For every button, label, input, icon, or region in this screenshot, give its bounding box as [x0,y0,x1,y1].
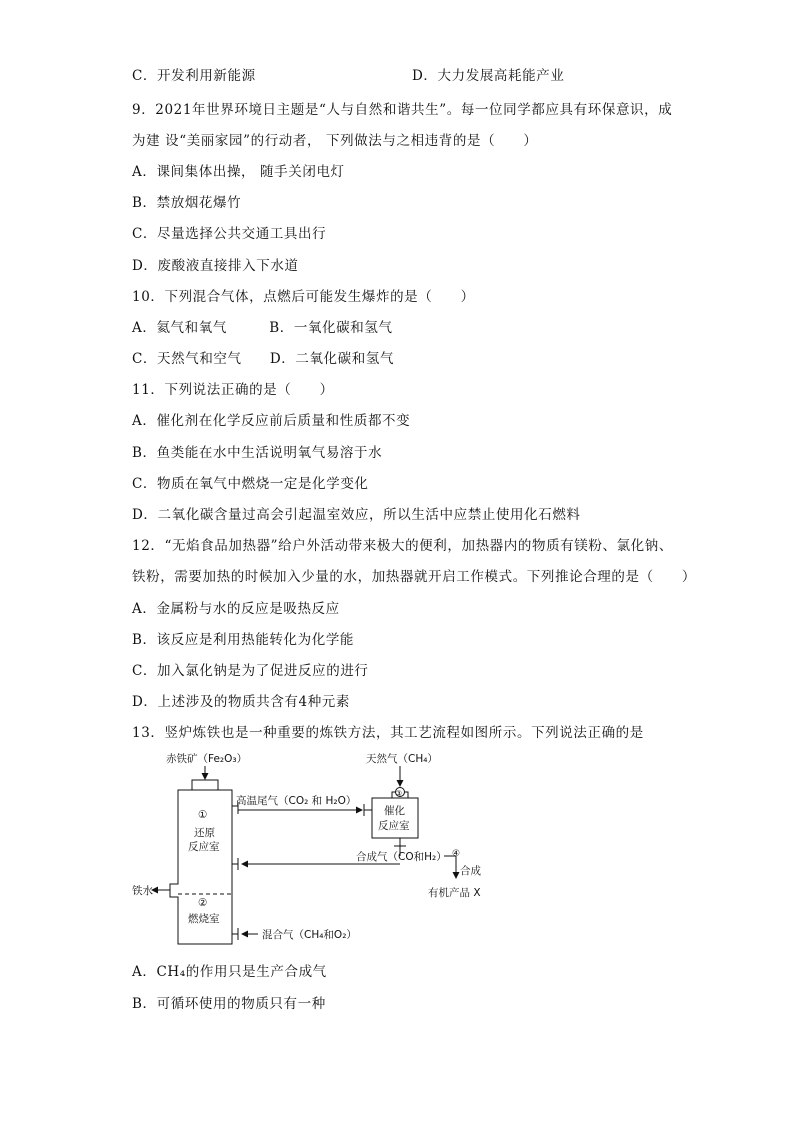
options-10-ab: A．氦气和氧气 B．一氧化碳和氢气 [132,320,393,336]
options-10-cd: C．天然气和空气 D．二氧化碳和氢气 [132,351,395,367]
catalytic-reactor-box [372,798,418,838]
label-catalyst-1: 催化 [384,805,405,817]
label-burn: 燃烧室 [188,913,220,925]
process-flow-diagram [130,752,490,952]
syngas-inlet-port [232,858,238,870]
label-reduce-2: 反应室 [188,841,220,853]
label-synth: 合成 [460,865,481,877]
option-11b: B．鱼类能在水中生活说明氧气易溶于水 [132,445,383,461]
label-exhaust: 高温尾气（CO₂ 和 H₂O） [236,795,357,807]
question-11-stem: 11．下列说法正确的是（ ） [132,382,334,398]
option-13a: A．CH₄的作用只是生产合成气 [132,964,327,980]
label-mixgas: 混合气（CH₄和O₂） [262,929,357,941]
option-11c: C．物质在氧气中燃烧一定是化学变化 [132,476,369,492]
option-11d: D．二氧化碳含量过高会引起温室效应，所以生活中应禁止使用化石燃料 [132,507,581,523]
catalyst-inlet [364,804,372,816]
label-iron: 铁水 [132,885,153,897]
question-13-stem: 13．竖炉炼铁也是一种重要的炼铁方法，其工艺流程如图所示。下列说法正确的是 [132,725,644,741]
label-circle-2: ② [198,897,208,909]
label-reduce-1: 还原 [194,827,215,839]
option-8d: D．大力发展高耗能产业 [412,68,565,84]
label-product: 有机产品 X [428,887,481,899]
label-circle-4: ④ [452,849,461,859]
label-circle-3: ③ [395,789,403,798]
question-12-stem-1: 12．“无焰食品加热器”给户外活动带来极大的便利，加热器内的物质有镁粉、氯化钠、 [132,538,673,554]
option-9c: C．尽量选择公共交通工具出行 [132,226,327,242]
option-12b: B．该反应是利用热能转化为化学能 [132,632,355,648]
catalyst-outlet [394,838,406,846]
label-ore: 赤铁矿（Fe₂O₃） [166,753,248,765]
furnace-hopper [192,780,218,790]
option-12d: D．上述涉及的物质共含有4种元素 [132,694,351,710]
question-12-stem-2: 铁粉，需要加热的时候加入少量的水，加热器就开启工作模式。下列推论合理的是（ ） [132,569,696,585]
option-8c: C．开发利用新能源 [132,68,256,84]
question-9-stem-2: 为建 设“美丽家园”的行动者， 下列做法与之相违背的是（ ） [132,133,538,149]
option-9d: D．废酸液直接排入下水道 [132,258,299,274]
option-13b: B．可循环使用的物质只有一种 [132,996,326,1012]
option-9a: A．课间集体出操， 随手关闭电灯 [132,164,345,180]
label-natural-gas: 天然气（CH₄） [366,753,438,765]
mixgas-inlet-port [232,928,238,940]
label-circle-1: ① [198,809,208,821]
label-syngas: 合成气（CO和H₂） [356,851,447,863]
label-catalyst-2: 反应室 [378,820,410,832]
question-9-stem-1: 9．2021年世界环境日主题是“人与自然和谐共生”。每一位同学都应具有环保意识，成 [132,102,673,118]
option-9b: B．禁放烟花爆竹 [132,195,242,211]
option-12a: A．金属粉与水的反应是吸热反应 [132,601,340,617]
question-10-stem: 10．下列混合气体，点燃后可能发生爆炸的是（ ） [132,289,475,305]
option-12c: C．加入氯化钠是为了促进反应的进行 [132,663,369,679]
option-11a: A．催化剂在化学反应前后质量和性质都不变 [132,413,411,429]
